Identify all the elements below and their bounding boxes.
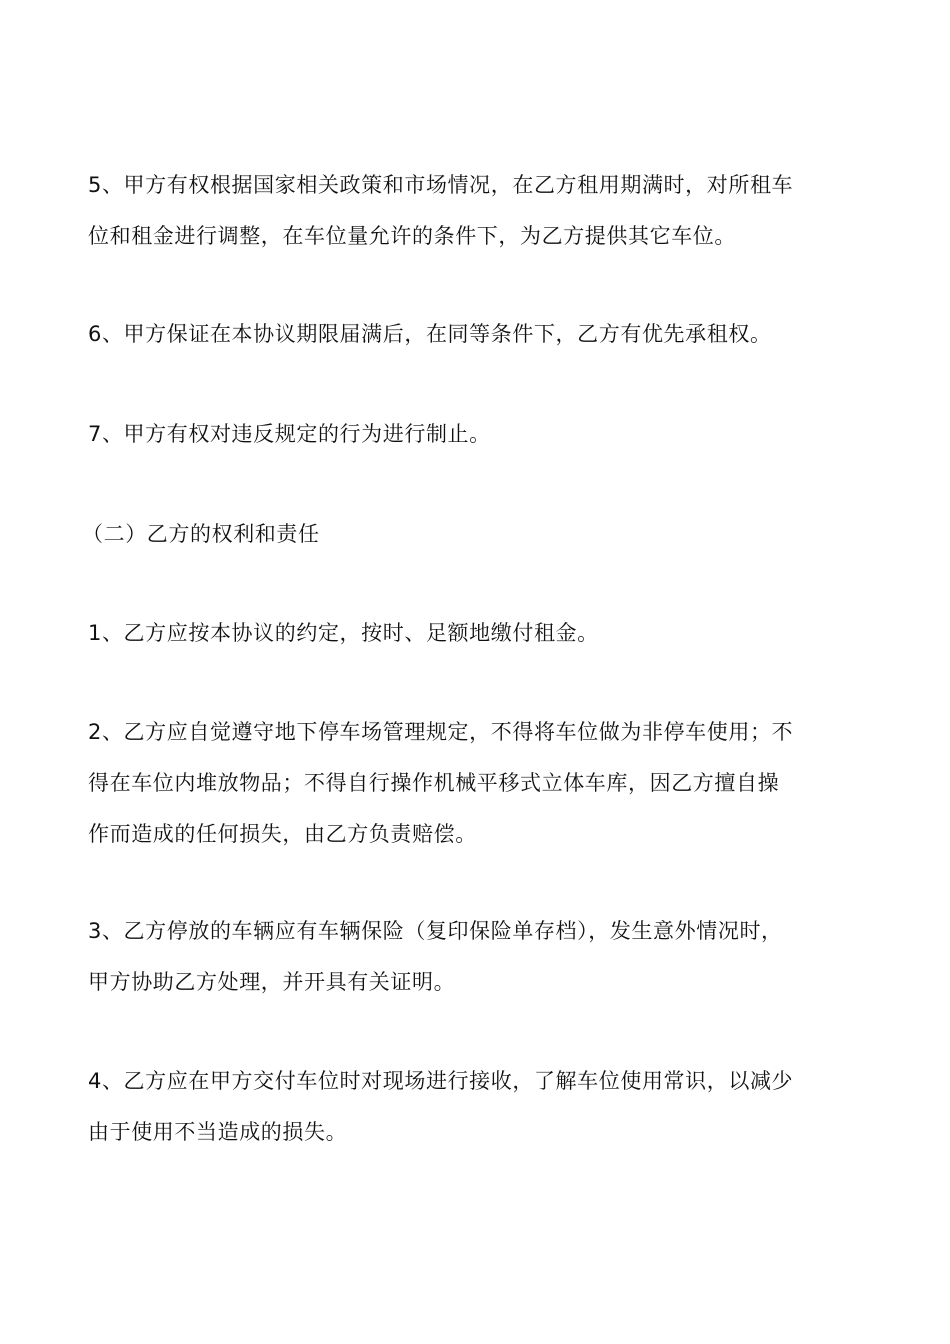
- party-b-clause-1-paragraph: [88, 608, 868, 659]
- party-b-clause-3-line-2: 甲方协助乙方处理，并开具有关证明。: [88, 970, 456, 994]
- party-b-clause-2-line-1: 2、乙方应自觉遵守地下停车场管理规定，不得将车位做为非停车使用；不: [88, 720, 794, 744]
- clause-5-line-1: 5、甲方有权根据国家相关政策和市场情况，在乙方租用期满时，对所租车: [88, 173, 794, 197]
- section-heading-line: （二）乙方的权利和责任: [82, 522, 320, 546]
- clause-7-line-1: 7、甲方有权对违反规定的行为进行制止。: [88, 422, 491, 446]
- party-b-clause-3-paragraph: [88, 906, 868, 1008]
- party-b-clause-4-paragraph: [88, 1056, 868, 1158]
- clause-6-paragraph: [88, 309, 868, 360]
- party-b-clause-4-line-1: 4、乙方应在甲方交付车位时对现场进行接收，了解车位使用常识，以减少: [88, 1069, 794, 1093]
- party-b-clause-3-line-1: 3、乙方停放的车辆应有车辆保险（复印保险单存档），发生意外情况时，: [88, 919, 783, 943]
- party-b-clause-1-line-1: 1、乙方应按本协议的约定，按时、足额地缴付租金。: [88, 621, 599, 645]
- section-heading-party-b: [82, 509, 862, 560]
- party-b-clause-2-line-3: 作而造成的任何损失，由乙方负责赔偿。: [88, 822, 477, 846]
- party-b-clause-2-line-2: 得在车位内堆放物品；不得自行操作机械平移式立体车库，因乙方擅自操: [88, 771, 780, 795]
- party-b-clause-2-paragraph: [88, 707, 868, 860]
- party-b-clause-4-line-2: 由于使用不当造成的损失。: [88, 1120, 348, 1144]
- clause-7-paragraph: [88, 409, 868, 460]
- clause-5-line-2: 位和租金进行调整，在车位量允许的条件下，为乙方提供其它车位。: [88, 224, 736, 248]
- clause-6-line-1: 6、甲方保证在本协议期限届满后，在同等条件下，乙方有优先承租权。: [88, 322, 772, 346]
- clause-5-paragraph: [88, 160, 868, 262]
